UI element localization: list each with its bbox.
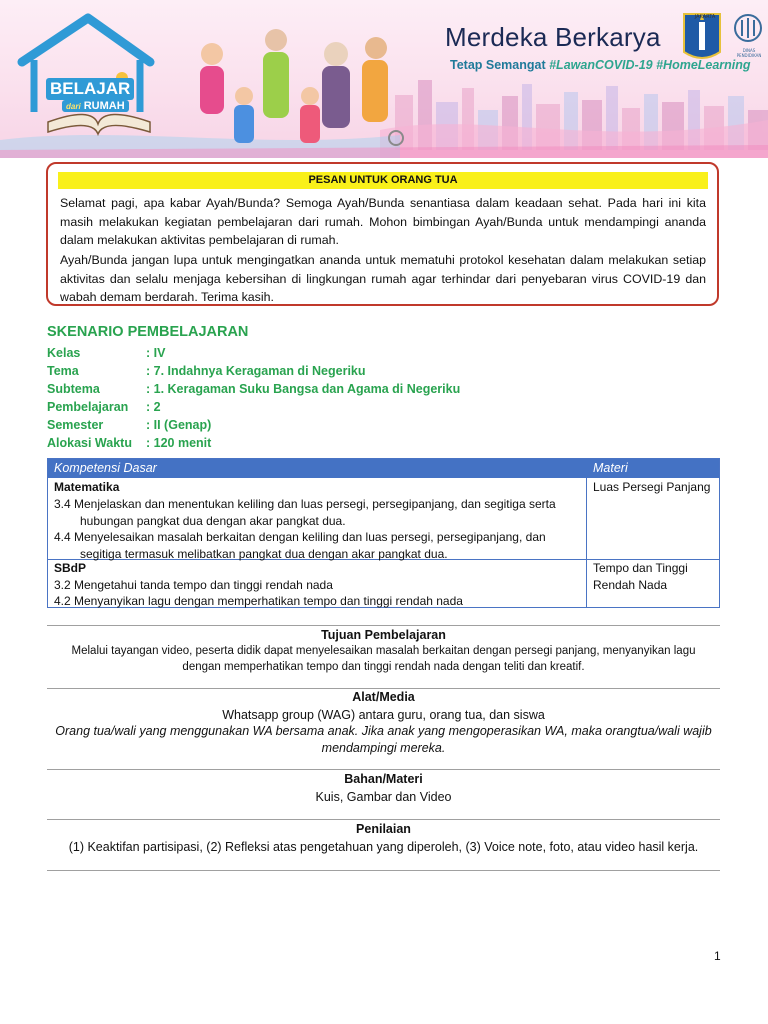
subject-matematika: Matematika bbox=[54, 480, 120, 494]
section-body-alat: Whatsapp group (WAG) antara guru, orang tua, dan siswa bbox=[222, 708, 545, 722]
header-kompetensi-dasar: Kompetensi Dasar bbox=[54, 461, 157, 475]
header-banner bbox=[0, 0, 768, 158]
subject-sbdp: SBdP bbox=[54, 561, 87, 575]
section-divider bbox=[47, 688, 720, 689]
table-header bbox=[48, 459, 719, 478]
meta-row-tema: Tema : 7. Indahnya Keragaman di Negeriku bbox=[47, 364, 366, 378]
logo-belajar-text: BELAJAR bbox=[46, 78, 134, 100]
section-divider bbox=[47, 625, 720, 626]
parent-message-paragraph: Ayah/Bunda jangan lupa untuk mengingatkan ananda untuk mematuhi protokol kesehatan dalam melakukan setiap aktivitas dan selalu menjaga kebersihan di lingkungan rumah agar terhindar dari penyebaran virus COVID-19 dan wabah demam berdarah. Terima kasih. bbox=[60, 253, 706, 304]
kompetensi-table bbox=[47, 458, 720, 608]
meta-row-semester: Semester : II (Genap) bbox=[47, 418, 212, 432]
section-title-alat: Alat/Media bbox=[352, 690, 415, 704]
kd-item: 3.4 Menjelaskan dan menentukan keliling dan luas persegi, persegipanjang, dan segitiga serta hubungan pangkat dua dengan akar pangkat dua. bbox=[54, 497, 556, 528]
dinas-pendidikan-logo-icon: DINAS PENDIDIKAN bbox=[736, 48, 762, 58]
section-divider bbox=[47, 769, 720, 770]
kd-item: 4.2 Menyanyikan lagu dengan memperhatikan tempo dan tinggi rendah nada bbox=[54, 594, 463, 608]
parent-message-title: PESAN UNTUK ORANG TUA bbox=[58, 172, 708, 189]
header-materi: Materi bbox=[593, 461, 628, 475]
column-divider bbox=[586, 478, 587, 607]
jakarta-seal-icon: JAKARTA bbox=[694, 14, 716, 20]
section-body-penilaian: (1) Keaktifan partisipasi, (2) Refleksi atas pengetahuan yang diperoleh, (3) Voice note, foto, atau video hasil kerja. bbox=[68, 840, 699, 854]
parent-message-paragraph: Selamat pagi, apa kabar Ayah/Bunda? Semoga Ayah/Bunda senantiasa dalam keadaan sehat. Pada hari ini kita masih melakukan kegiatan pembelajaran dari rumah. Mohon bimbingan Ayah/Bunda untuk mendampingi ananda dalam melakukan aktivitas pembelajaran di rumah. bbox=[60, 196, 706, 247]
meta-row-subtema: Subtema : 1. Keragaman Suku Bangsa dan Agama di Negeriku bbox=[47, 382, 461, 396]
kd-item: 3.2 Mengetahui tanda tempo dan tinggi rendah nada bbox=[54, 578, 333, 592]
section-body-bahan: Kuis, Gambar dan Video bbox=[315, 790, 452, 804]
logo-rumah-text: dari RUMAH bbox=[62, 100, 129, 112]
skenario-title: SKENARIO PEMBELAJARAN bbox=[47, 324, 249, 340]
page-number: 1 bbox=[714, 949, 721, 963]
meta-row-kelas: Kelas : IV bbox=[47, 346, 166, 360]
section-body-tujuan: Melalui tayangan video, peserta didik dapat menyelesaikan masalah berkaitan dengan persegi panjang, menyanyikan lagu dengan memperhatikan tempo dan tinggi rendah nada dengan teliti dan kreatif. bbox=[71, 645, 696, 673]
materi-matematika: Luas Persegi Panjang bbox=[593, 480, 711, 494]
section-divider bbox=[47, 870, 720, 871]
section-note-alat: Orang tua/wali yang menggunakan WA bersama anak. Jika anak yang mengoperasikan WA, maka orangtua/wali wajib mendampingi mereka. bbox=[55, 724, 712, 755]
kd-item: 4.4 Menyelesaikan masalah berkaitan dengan keliling dan luas persegi, persegipanjang, dan segitiga termasuk melibatkan pangkat dua dengan akar pangkat dua. bbox=[54, 530, 546, 561]
meta-row-alokasi-waktu: Alokasi Waktu : 120 menit bbox=[47, 436, 212, 450]
section-divider bbox=[47, 819, 720, 820]
parent-message-box bbox=[46, 162, 719, 306]
meta-row-pembelajaran: Pembelajaran : 2 bbox=[47, 400, 161, 414]
section-title-tujuan: Tujuan Pembelajaran bbox=[321, 628, 446, 642]
brand-title: Merdeka Berkarya bbox=[445, 22, 661, 52]
section-title-bahan: Bahan/Materi bbox=[344, 772, 423, 786]
section-title-penilaian: Penilaian bbox=[356, 822, 411, 836]
brand-tagline: Tetap Semangat #LawanCOVID-19 #HomeLearning bbox=[450, 58, 751, 72]
materi-sbdp: Tempo dan Tinggi Rendah Nada bbox=[593, 561, 688, 592]
